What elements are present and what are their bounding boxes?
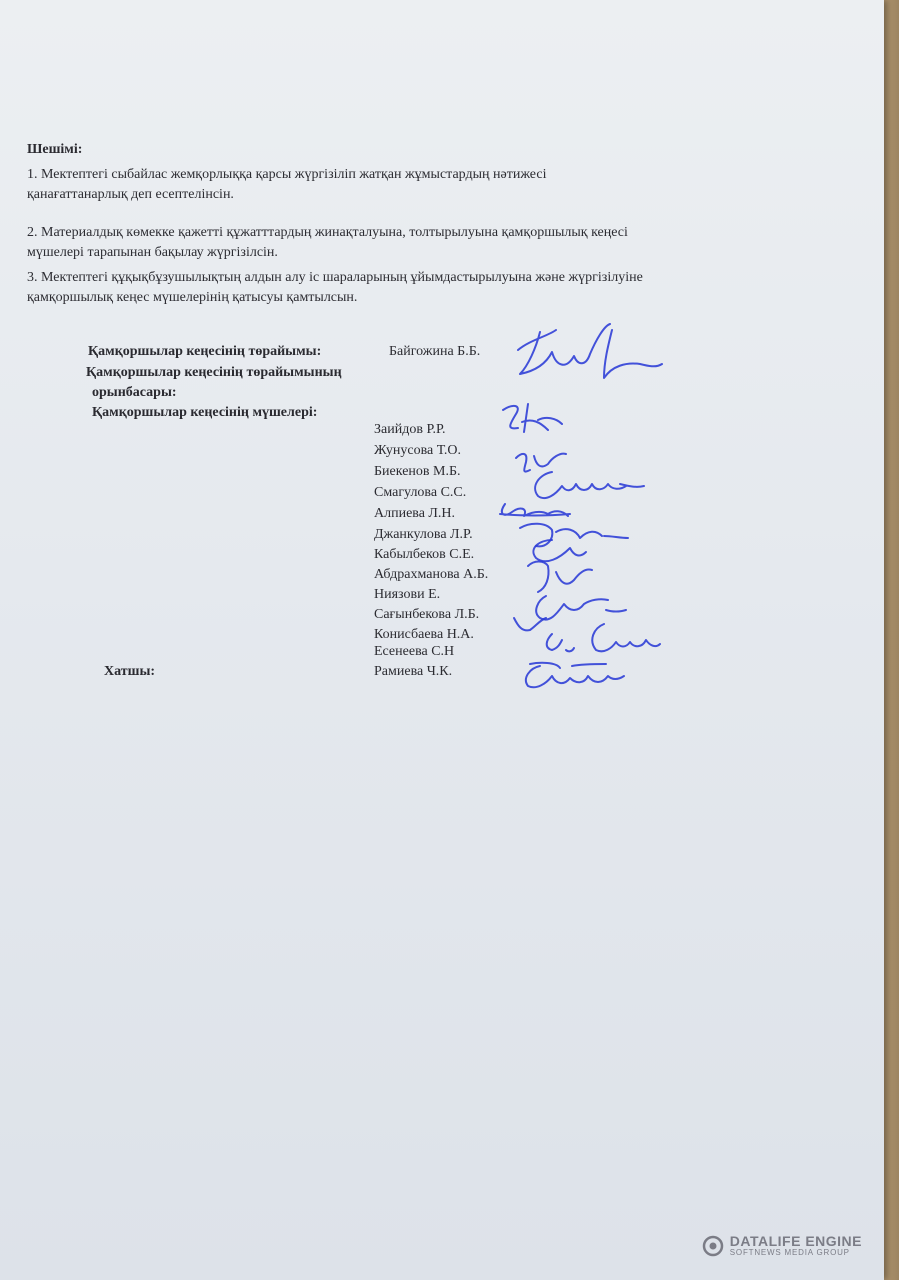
decision-item-2 bbox=[27, 223, 837, 263]
member-name: Сағынбекова Л.Б. bbox=[374, 607, 480, 622]
member-name: Заийдов Р.Р. bbox=[374, 422, 446, 437]
member-name: Алпиева Л.Н. bbox=[374, 506, 456, 521]
decision-item-1-line-2: қанағаттанарлық деп есептелінсін. bbox=[27, 187, 234, 202]
secretary-label: Хатшы: bbox=[104, 664, 156, 679]
chair-signature bbox=[518, 324, 662, 378]
watermark-title: DATALIFE ENGINE bbox=[729, 1233, 862, 1249]
member-signature bbox=[528, 562, 592, 593]
watermark-text bbox=[730, 1234, 862, 1258]
decision-heading: Шешімі: bbox=[27, 142, 83, 157]
member-signature bbox=[547, 624, 660, 651]
chair-label: Қамқоршылар кеңесінің төрайымы: bbox=[88, 344, 322, 359]
datalife-logo-icon bbox=[702, 1235, 724, 1257]
watermark-subtitle: SOFTNEWS MEDIA GROUP bbox=[729, 1248, 850, 1257]
decision-item-2-line-2: мүшелері тарапынан бақылау жүргізілсін. bbox=[27, 245, 278, 260]
member-name: Есенеева С.Н bbox=[374, 644, 455, 659]
decision-item-2-line-1: 2. Материалдық көмекке қажетті құжатттардың жинақталуына, толтырылуына қамқоршылық кеңесі bbox=[27, 225, 628, 240]
member-name: Жунусова Т.О. bbox=[374, 443, 461, 458]
deputy-label-line-2: орынбасары: bbox=[92, 385, 177, 400]
secretary-signature bbox=[526, 663, 624, 687]
member-name: Биекенов М.Б. bbox=[374, 464, 461, 479]
member-signature bbox=[520, 524, 628, 547]
member-signature bbox=[533, 540, 586, 561]
member-signature bbox=[536, 596, 626, 620]
members-label: Қамқоршылар кеңесінің мүшелері: bbox=[92, 405, 318, 420]
member-signature bbox=[500, 504, 570, 516]
datalife-watermark bbox=[702, 1234, 862, 1258]
member-name: Смагулова С.С. bbox=[374, 485, 467, 500]
member-name: Кабылбеков С.Е. bbox=[374, 547, 475, 562]
member-name: Конисбаева Н.А. bbox=[374, 627, 474, 642]
decision-item-3-line-2: қамқоршылық кеңес мүшелерінің қатысуы қамтылсын. bbox=[27, 290, 358, 305]
secretary-name: Рамиева Ч.К. bbox=[374, 664, 453, 679]
chair-name: Байгожина Б.Б. bbox=[389, 344, 481, 359]
decision-item-3 bbox=[27, 268, 837, 308]
member-signature bbox=[535, 472, 644, 498]
member-name: Ниязови Е. bbox=[374, 587, 441, 602]
member-name: Джанкулова Л.Р. bbox=[374, 527, 473, 542]
decision-item-1-line-1: 1. Мектептегі сыбайлас жемқорлыққа қарсы жүргізіліп жатқан жұмыстардың нәтижесі bbox=[27, 167, 547, 182]
deputy-label-line-1: Қамқоршылар кеңесінің төрайымының bbox=[86, 365, 342, 380]
member-signature bbox=[514, 618, 546, 630]
member-signature bbox=[516, 454, 566, 472]
member-name: Абдрахманова А.Б. bbox=[374, 567, 489, 582]
member-signature bbox=[503, 404, 562, 432]
decision-item-3-line-1: 3. Мектептегі құқықбұзушылықтың алдын алу іс шараларының ұйымдастырылуына және жүргізілуіне bbox=[27, 270, 643, 285]
decision-item-1 bbox=[27, 165, 837, 205]
